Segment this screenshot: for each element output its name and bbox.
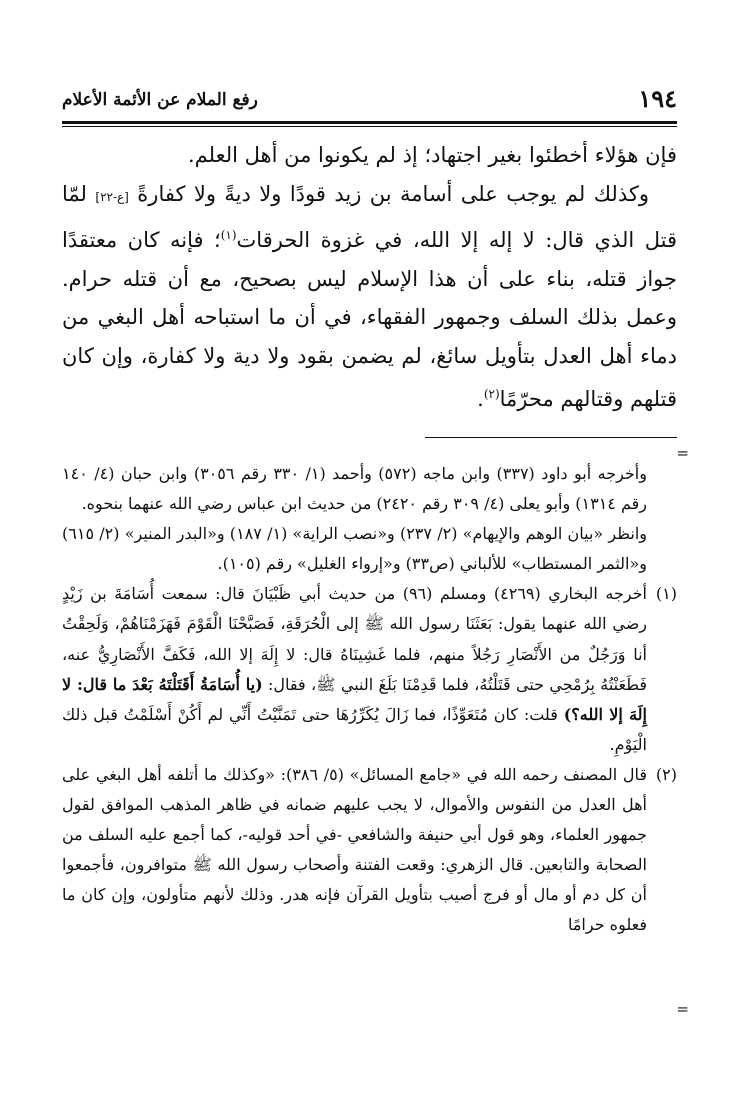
footnote-continuation-1: وأخرجه أبو داود (٣٣٧) وابن ماجه (٥٧٢) وأحمد (١/ ٣٣٠ رقم ٣٠٥٦) وابن حبان (٤/ ١٤٠ رقم ١٣١٤) وأبو يعلى (٤/ ٣٠٩ رقم ٢٤٢٠) من حديث ابن عباس رضي الله عنهما بنحوه. (62, 464, 647, 514)
page-header (62, 82, 677, 118)
running-title: رفع الملام عن الأئمة الأعلام (62, 90, 258, 110)
paragraph-2: وكذلك لم يوجب على أسامة بن زيد قودًا ولا ديةً ولا كفارةً [ع-٢٢] لمّا قتل الذي قال: لا إله إلا الله، في غزوة الحرقات$^{(١)}$؛ فإنه كان معتقدًا جواز قتله، بناء على أن هذا الإسلام ليس بصحيح، مع أن قتله حرام. وعمل بذلك السلف وجمهور الفقهاء، في أن ما استباحه أهل البغي من دماء أهل العدل بتأويل سائغ، لم يضمن بقود ولا دية ولا كفارة، وإن كان قتلهم وقتالهم محرّمًا$^{(٢)}$. (62, 181, 677, 411)
footnote-separator (425, 437, 677, 438)
paragraph-1: فإن هؤلاء أخطئوا بغير اجتهاد؛ إذ لم يكونوا من أهل العلم. (188, 143, 677, 167)
footnote-ref-2: (٢) (483, 387, 500, 401)
footnote-1-hadith-quote: (يا أُسَامَةُ أَقَتَلْتَهُ بَعْدَ ما قال: لا إِلَهَ إلا الله؟) (62, 674, 648, 724)
footnote-ref-1: (١) (220, 228, 237, 242)
continuation-mark-top: = (676, 444, 689, 462)
continuation-mark-bottom: = (676, 1000, 689, 1018)
manuscript-marker: [ع-٢٢] (95, 189, 129, 204)
footnotes (62, 459, 677, 941)
footnote-1: (١)أخرجه البخاري (٤٢٦٩) ومسلم (٩٦) من حديث أبي ظَبْيَانَ قال: سمعت أُسَامَةَ بن زَيْدٍ رضي الله عنهما يقول: بَعَثَنَا رسول الله ﷺ إلى الْحُرَقَةِ، فَصَبَّحْنَا الْقَوْمَ فَهَزَمْنَاهُمْ، وَلَحِقْتُ أنا وَرَجُلٌ من الأَنْصَارِ رَجُلاً منهم، فلما غَشِينَاهُ قال: لا إِلَهَ إلا الله، فَكَفَّ الأَنْصَارِيُّ عنه، فَطَعَنْتُهُ بِرُمْحِي حتى قَتَلْتُهُ، فلما قَدِمْنَا بَلَغَ النبي ﷺ، فقال: (يا أُسَامَةُ أَقَتَلْتَهُ بَعْدَ ما قال: لا إِلَهَ إلا الله؟) قلت: كان مُتَعَوِّذًا، فما زَالَ يُكَرِّرُهَا حتى تَمَنَّيْتُ أَنِّي لم أَكُنْ أَسْلَمْتُ قبل ذلك الْيَوْمِ. (62, 579, 677, 760)
footnote-2: (٢)قال المصنف رحمه الله في «جامع المسائل» (٥/ ٣٨٦): «وكذلك ما أتلفه أهل البغي على أهل العدل من النفوس والأموال، لا يجب عليهم ضمانه في ظاهر المذهب الموافق لقول جمهور العلماء، وهو قول أبي حنيفة والشافعي -في أحد قوليه-، كما أجمع عليه السلف من الصحابة والتابعين. قال الزهري: وقعت الفتنة وأصحاب رسول الله ﷺ متوافرون، فأجمعوا أن كل دم أو مال أو فرج أصيب بتأويل القرآن فإنه هدر. وذلك لأنهم متأولون، وإن كان ما فعلوه حرامًا (62, 760, 677, 941)
footnote-1-number: (١) (655, 584, 677, 604)
page-number: ١٩٤ (638, 84, 677, 113)
header-rule (62, 121, 677, 127)
main-text (62, 136, 677, 419)
footnote-2-number: (٢) (655, 764, 678, 784)
footnote-continuation-2: وانظر «بيان الوهم والإيهام» (٢/ ٢٣٧) و«نصب الراية» (١/ ١٨٧) و«البدر المنير» (٢/ ٦١٥) و«الثمر المستطاب» للألباني (ص٣٣) و«إرواء الغليل» رقم (١٠٥). (62, 524, 647, 574)
